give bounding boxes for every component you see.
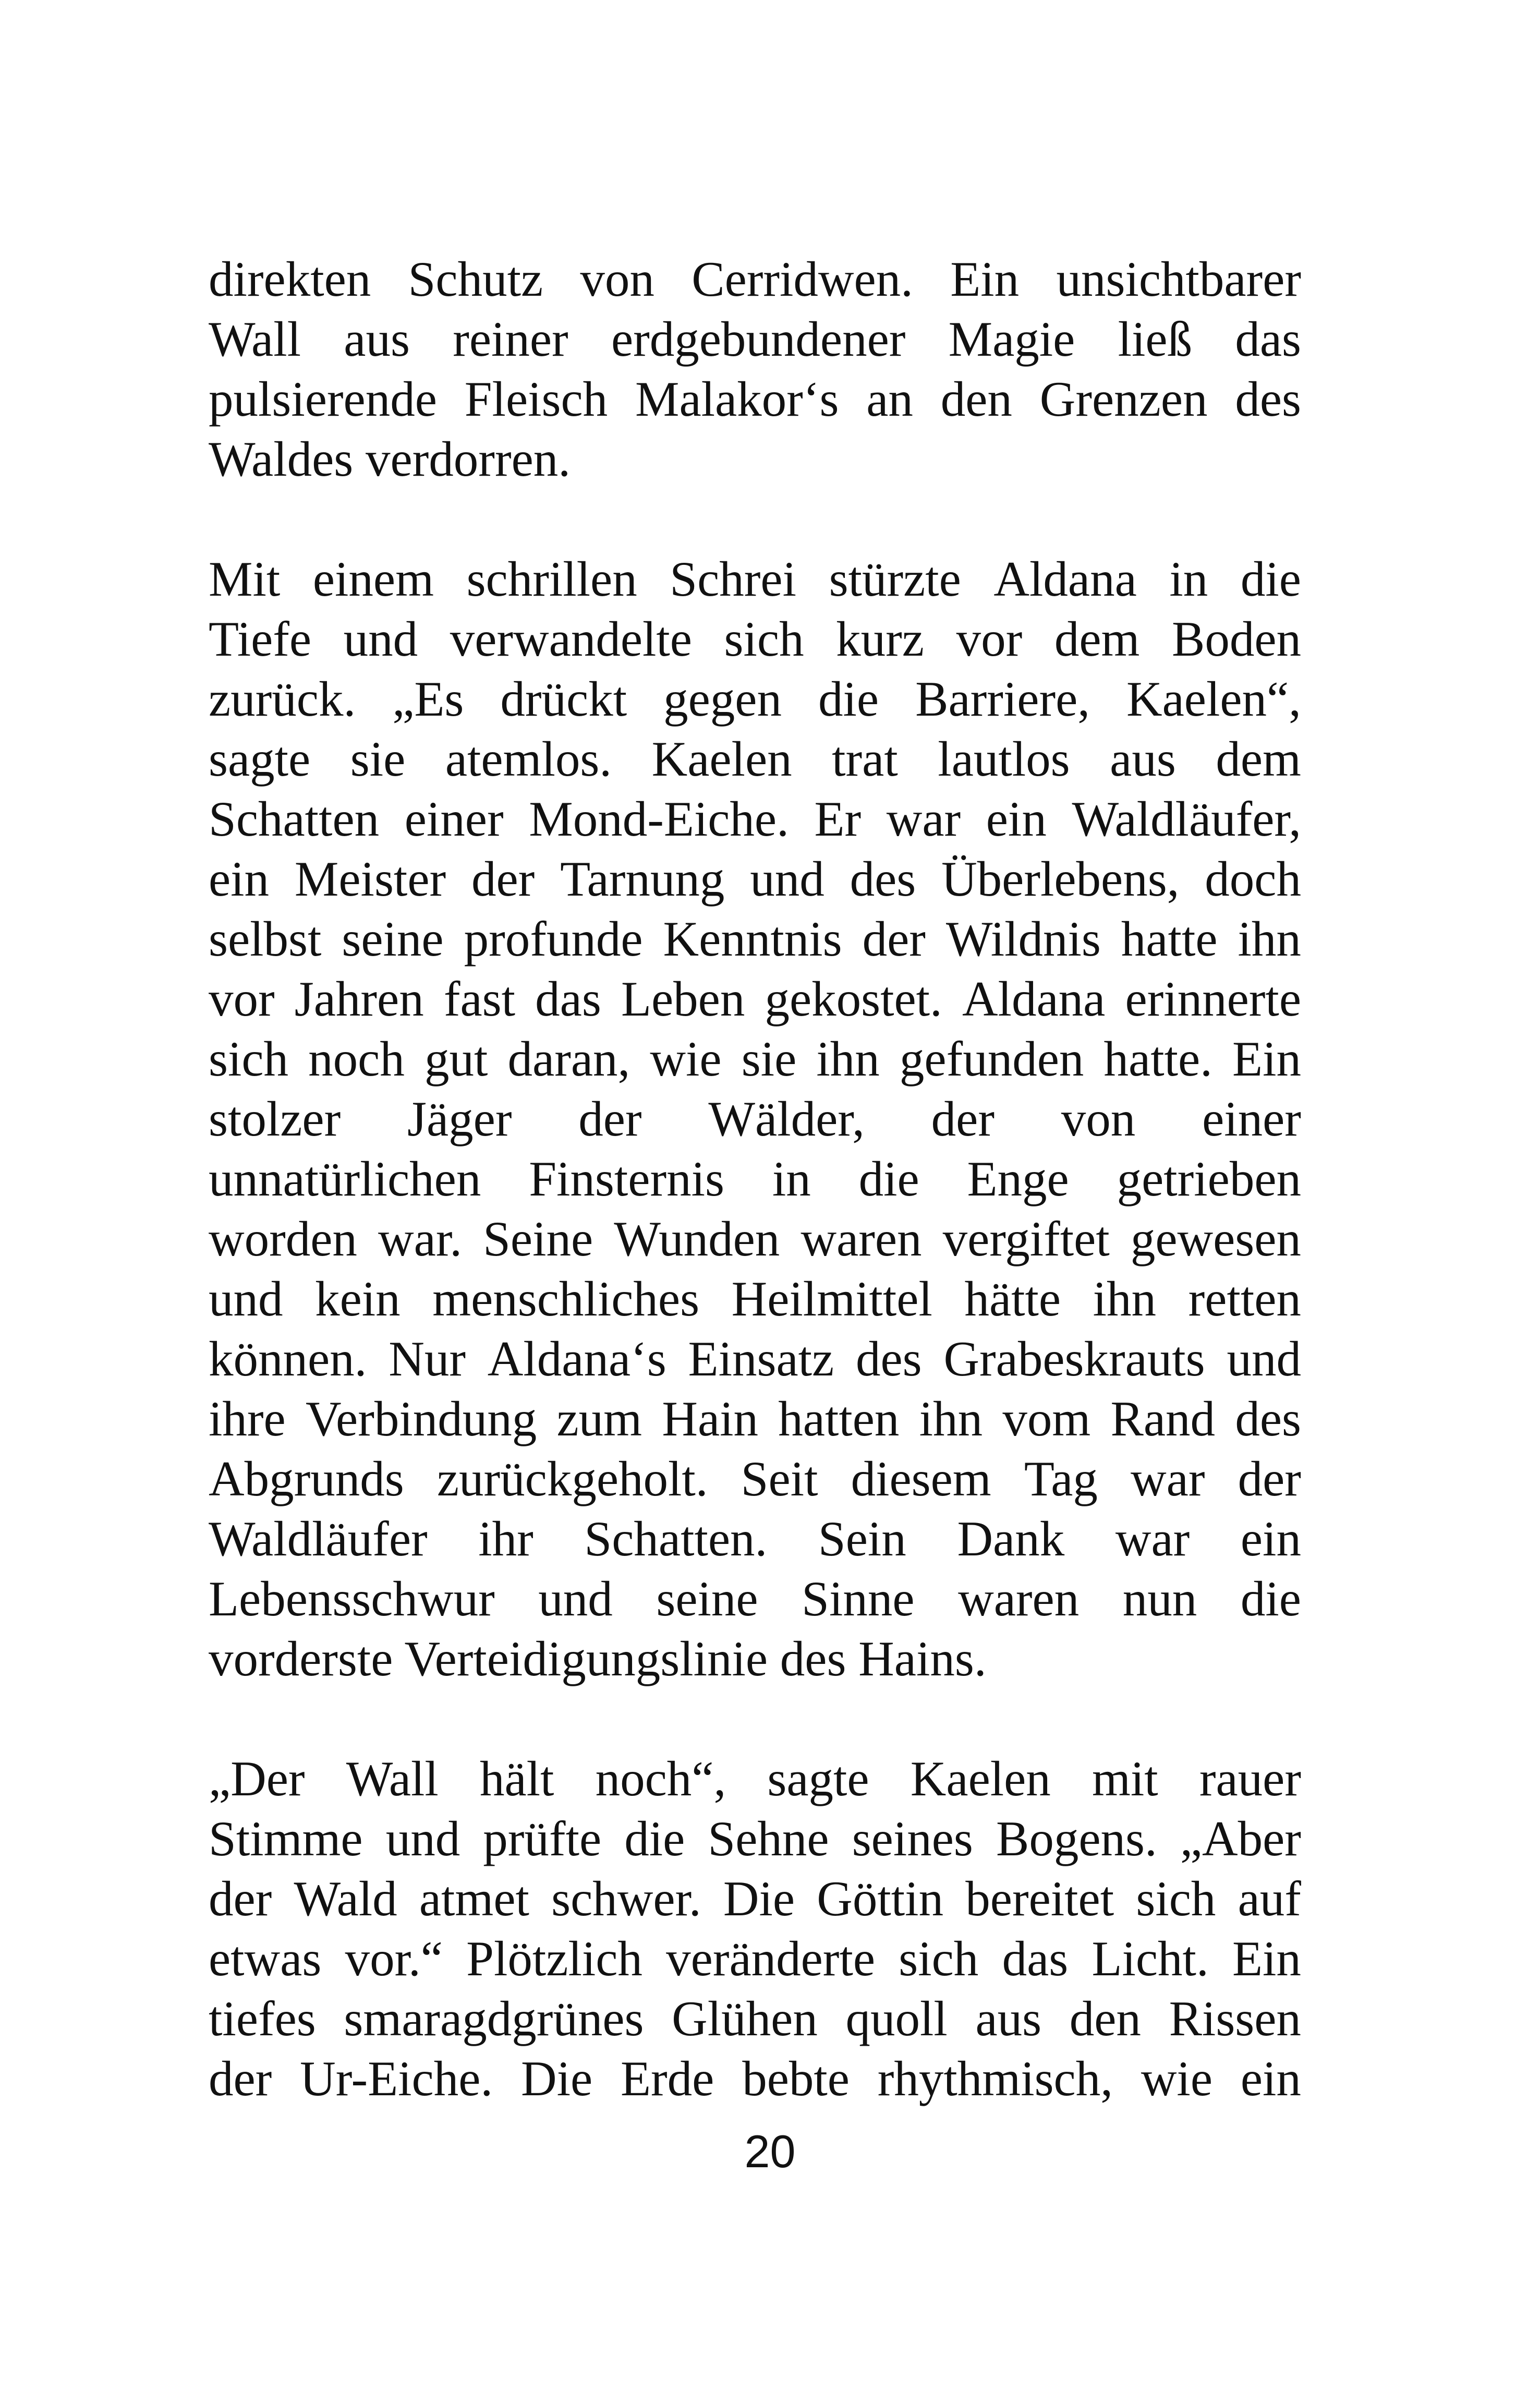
word: etwas	[209, 1931, 322, 1986]
word: atemlos.	[445, 731, 612, 787]
word: das	[1235, 311, 1301, 367]
word: des	[850, 851, 916, 907]
text-line: Waldes verdorren.	[209, 431, 571, 487]
word: ihr	[478, 1511, 533, 1566]
word: einer	[404, 791, 504, 847]
word: „Es	[392, 671, 464, 727]
word: stolzer	[209, 1091, 341, 1146]
word: Wildnis	[945, 911, 1101, 967]
word: erinnerte	[1125, 971, 1301, 1027]
word: zum	[556, 1391, 642, 1446]
word: Boden	[1171, 611, 1301, 667]
word: seines	[852, 1811, 973, 1866]
word: vor.“	[345, 1931, 443, 1986]
word: vor	[209, 971, 275, 1027]
word: Licht.	[1092, 1931, 1209, 1986]
word: auf	[1238, 1871, 1301, 1926]
word: der	[578, 1091, 642, 1146]
text-line	[209, 1089, 1301, 1149]
word: Ein	[950, 251, 1020, 307]
word: von	[580, 251, 654, 307]
word: waren	[801, 1211, 922, 1266]
word: rauer	[1199, 1751, 1301, 1806]
word: Magie	[948, 311, 1075, 367]
word: Er	[814, 791, 862, 847]
word: Tag	[1024, 1451, 1098, 1506]
text-line	[209, 729, 1301, 789]
word: stürzte	[829, 551, 961, 607]
text-line	[209, 609, 1301, 669]
word: einer	[1202, 1091, 1301, 1146]
word: die	[1240, 1571, 1301, 1626]
text-line	[209, 2049, 1301, 2109]
word: menschliches	[432, 1271, 700, 1326]
text-line	[209, 1749, 1301, 1809]
word: Wald	[294, 1871, 397, 1926]
text-line	[209, 1209, 1301, 1269]
word: der	[1238, 1451, 1301, 1506]
word: Meister	[294, 851, 446, 907]
word: ließ	[1118, 311, 1193, 367]
word: bebte	[742, 2051, 850, 2106]
text-line	[209, 369, 1301, 429]
word: ihn	[1093, 1271, 1157, 1326]
word: Sehne	[708, 1811, 829, 1866]
text-line: vorderste Verteidigungslinie des Hains.	[209, 1631, 987, 1686]
word: in	[1169, 551, 1208, 607]
word: Ein	[1232, 1031, 1301, 1086]
word: und	[750, 851, 824, 907]
word: pulsierende	[209, 371, 437, 427]
word: zurück.	[209, 671, 356, 727]
word: prüfte	[483, 1811, 602, 1866]
word: Die	[723, 1871, 795, 1926]
text-line	[209, 1929, 1301, 1989]
word: Bogens.	[996, 1811, 1157, 1866]
word: und	[385, 1811, 460, 1866]
word: Malakor‘s	[635, 371, 839, 427]
word: den	[940, 371, 1012, 427]
word: direkten	[209, 251, 371, 307]
text-line	[209, 1509, 1301, 1569]
word: aus	[344, 311, 410, 367]
word: Lebensschwur	[209, 1571, 495, 1626]
word: diesem	[851, 1451, 991, 1506]
word: der	[209, 1871, 272, 1926]
word: lautlos	[938, 731, 1070, 787]
word: und	[343, 611, 418, 667]
word: Überlebens,	[941, 851, 1180, 907]
word: Schatten.	[584, 1511, 768, 1566]
word: selbst	[209, 911, 322, 967]
word: Aldana‘s	[487, 1331, 666, 1386]
word: hätte	[964, 1271, 1061, 1326]
text-line	[209, 1989, 1301, 2049]
word: gefunden	[899, 1031, 1084, 1086]
word: worden	[209, 1211, 357, 1266]
word: profunde	[464, 911, 643, 967]
word: Kenntnis	[663, 911, 842, 967]
word: der	[862, 911, 926, 967]
word: Aldana	[962, 971, 1106, 1027]
word: Kaelen	[651, 731, 792, 787]
word: vor	[956, 611, 1023, 667]
paragraph-2	[209, 549, 1301, 1689]
text-line	[209, 1869, 1301, 1929]
text-line	[209, 1329, 1301, 1389]
word: sagte	[209, 731, 311, 787]
word: Rissen	[1169, 1991, 1301, 2046]
word: ein	[1240, 2051, 1301, 2106]
word: zurückgeholt.	[436, 1451, 708, 1506]
text-line	[209, 1149, 1301, 1209]
word: Tiefe	[209, 611, 312, 667]
word: mit	[1092, 1751, 1158, 1806]
word: Finsternis	[529, 1151, 724, 1206]
body-text	[209, 249, 1301, 2109]
word: kein	[315, 1271, 401, 1326]
word: vom	[1002, 1391, 1091, 1446]
word: die	[858, 1151, 919, 1206]
word: trat	[832, 731, 898, 787]
word: hatten	[778, 1391, 900, 1446]
word: Die	[520, 2051, 593, 2106]
word: die	[1240, 551, 1301, 607]
word: können.	[209, 1331, 367, 1386]
word: seine	[656, 1571, 758, 1626]
word: Jahren	[294, 971, 424, 1027]
word: Verbindung	[305, 1391, 537, 1446]
word: der	[209, 2051, 272, 2106]
word: und	[538, 1571, 613, 1626]
word: ein	[209, 851, 270, 907]
word: noch“,	[595, 1751, 726, 1806]
word: schwer.	[551, 1871, 701, 1926]
word: unsichtbarer	[1056, 251, 1301, 307]
word: Schatten	[209, 791, 380, 847]
word: einem	[312, 551, 434, 607]
text-line	[209, 1029, 1301, 1089]
word: war.	[378, 1211, 462, 1266]
word: atmet	[419, 1871, 529, 1926]
word: von	[1061, 1091, 1136, 1146]
word: Sinne	[802, 1571, 915, 1626]
text-line	[209, 789, 1301, 849]
word: die	[624, 1811, 685, 1866]
word: fast	[443, 971, 516, 1027]
word: Abgrunds	[209, 1451, 404, 1506]
text-line	[209, 909, 1301, 969]
word: hält	[479, 1751, 554, 1806]
word: sich	[899, 1931, 979, 1986]
word: Enge	[967, 1151, 1069, 1206]
word: Wall	[346, 1751, 439, 1806]
word: wie	[650, 1031, 722, 1086]
word: Einsatz	[688, 1331, 834, 1386]
word: des	[1235, 371, 1301, 427]
word: und	[209, 1271, 283, 1326]
word: war	[1115, 1511, 1190, 1566]
word: sagte	[767, 1751, 869, 1806]
word: ihn	[1238, 911, 1301, 967]
word: dem	[1054, 611, 1140, 667]
word: ihn	[919, 1391, 983, 1446]
word: gewesen	[1130, 1211, 1301, 1266]
word: Ein	[1232, 1931, 1301, 1986]
word: wie	[1141, 2051, 1212, 2106]
word: Stimme	[209, 1811, 363, 1866]
word: Cerridwen.	[692, 251, 913, 307]
word: Rand	[1110, 1391, 1216, 1446]
word: Plötzlich	[466, 1931, 642, 1986]
paragraph-3	[209, 1749, 1301, 2109]
word: kurz	[836, 611, 924, 667]
word: smaragdgrünes	[344, 1991, 644, 2046]
word: ihn	[816, 1031, 880, 1086]
word: doch	[1205, 851, 1301, 907]
word: Mond-Eiche.	[529, 791, 789, 847]
word: das	[1002, 1931, 1069, 1986]
word: der	[931, 1091, 995, 1146]
word: drückt	[500, 671, 627, 727]
word: Göttin	[817, 1871, 944, 1926]
word: Tarnung	[560, 851, 725, 907]
word: veränderte	[666, 1931, 875, 1986]
word: Hain	[662, 1391, 759, 1446]
word: Ur-Eiche.	[300, 2051, 493, 2106]
word: noch	[308, 1031, 405, 1086]
word: Jäger	[407, 1091, 512, 1146]
word: waren	[958, 1571, 1080, 1626]
word: das	[535, 971, 601, 1027]
text-line	[209, 1809, 1301, 1869]
word: ein	[986, 791, 1047, 847]
word: quoll	[845, 1991, 948, 2046]
word: Erde	[621, 2051, 714, 2106]
word: Seit	[741, 1451, 818, 1506]
word: sich	[724, 611, 804, 667]
word: war	[886, 791, 961, 847]
word: gut	[424, 1031, 488, 1086]
word: sich	[209, 1031, 289, 1086]
word: Nur	[389, 1331, 466, 1386]
word: Glühen	[672, 1991, 818, 2046]
word: Sein	[818, 1511, 906, 1566]
word: Wunden	[614, 1211, 780, 1266]
word: hatte	[1121, 911, 1218, 967]
word: den	[1069, 1991, 1141, 2046]
word: schrillen	[466, 551, 637, 607]
word: aus	[975, 1991, 1042, 2046]
word: rhythmisch,	[877, 2051, 1113, 2106]
word: Barriere,	[915, 671, 1090, 727]
word: Schutz	[408, 251, 543, 307]
word: „Aber	[1180, 1811, 1301, 1866]
word: ihre	[209, 1391, 286, 1446]
word: des	[1235, 1391, 1301, 1446]
text-line	[209, 549, 1301, 609]
word: sie	[350, 731, 406, 787]
word: der	[471, 851, 535, 907]
word: Schrei	[670, 551, 796, 607]
word: „Der	[209, 1751, 305, 1806]
word: war	[1131, 1451, 1205, 1506]
word: Wälder,	[708, 1091, 865, 1146]
word: dem	[1216, 731, 1301, 787]
word: Seine	[483, 1211, 593, 1266]
page-number: 20	[744, 2126, 796, 2177]
word: Waldläufer,	[1072, 791, 1301, 847]
text-line	[209, 309, 1301, 369]
word: Waldläufer	[209, 1511, 428, 1566]
text-line	[209, 1569, 1301, 1629]
word: Grenzen	[1039, 371, 1208, 427]
word: reiner	[453, 311, 568, 367]
word: erdgebundener	[611, 311, 906, 367]
word: Kaelen“,	[1126, 671, 1301, 727]
word: unnatürlichen	[209, 1151, 481, 1206]
text-line	[209, 969, 1301, 1029]
word: nun	[1122, 1571, 1197, 1626]
text-line	[209, 1449, 1301, 1509]
word: Dank	[957, 1511, 1065, 1566]
word: gegen	[663, 671, 782, 727]
word: und	[1227, 1331, 1301, 1386]
text-line	[209, 1389, 1301, 1449]
word: ein	[1240, 1511, 1301, 1566]
word: Mit	[209, 551, 281, 607]
word: Kaelen	[910, 1751, 1051, 1806]
word: getrieben	[1117, 1151, 1301, 1206]
word: Aldana	[993, 551, 1137, 607]
word: tiefes	[209, 1991, 316, 2046]
word: hatte.	[1104, 1031, 1212, 1086]
word: an	[866, 371, 913, 427]
word: Fleisch	[464, 371, 608, 427]
word: aus	[1110, 731, 1176, 787]
text-line	[209, 1269, 1301, 1329]
word: sich	[1136, 1871, 1216, 1926]
word: verwandelte	[450, 611, 692, 667]
word: die	[818, 671, 879, 727]
text-line	[209, 849, 1301, 909]
word: Leben	[621, 971, 745, 1027]
word: sie	[741, 1031, 797, 1086]
word: daran,	[507, 1031, 630, 1086]
word: Heilmittel	[731, 1271, 932, 1326]
word: Grabeskrauts	[943, 1331, 1205, 1386]
text-line	[209, 249, 1301, 309]
word: seine	[342, 911, 444, 967]
paragraph-1	[209, 249, 1301, 489]
word: in	[772, 1151, 811, 1206]
word: gekostet.	[765, 971, 942, 1027]
word: des	[855, 1331, 922, 1386]
word: Wall	[209, 311, 301, 367]
word: vergiftet	[942, 1211, 1110, 1266]
word: bereitet	[965, 1871, 1114, 1926]
text-line	[209, 669, 1301, 729]
word: retten	[1188, 1271, 1301, 1326]
